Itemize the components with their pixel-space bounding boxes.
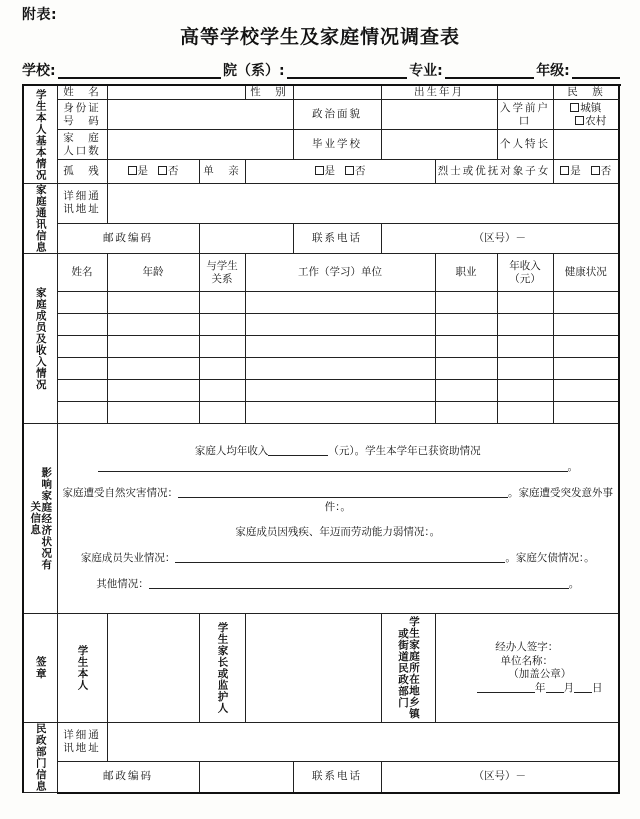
label-civil-affairs-dept xyxy=(381,614,435,723)
official-seal-label: （加盖公章） xyxy=(508,667,572,680)
student-basic-row-1 xyxy=(23,85,619,100)
economic-disability-label: 家庭成员因残疾、年迈而劳动能力弱情况： xyxy=(235,525,430,538)
economic-unemployment-label: 家庭成员失业情况： xyxy=(80,551,176,564)
signature-day-input[interactable] xyxy=(574,681,592,693)
field-single-parent[interactable] xyxy=(245,160,435,184)
label-civil-address: 详细通讯地址 xyxy=(57,723,107,762)
checkbox-single-parent-yes[interactable] xyxy=(315,165,336,178)
label-birth: 出生年月 xyxy=(381,85,497,100)
checkbox-single-parent-no-label: 否 xyxy=(355,165,366,178)
school-label: 学校: xyxy=(22,63,56,79)
economic-line-disaster xyxy=(60,486,617,513)
checkbox-orphan-no-label: 否 xyxy=(168,165,179,178)
checkbox-hukou-rural-label: 农村 xyxy=(585,114,607,127)
cell-member-relation[interactable] xyxy=(199,402,245,424)
column-header-member-relation: 与学生关系 xyxy=(199,254,245,292)
checkbox-icon[interactable] xyxy=(591,166,600,175)
section-label-economic-text: 影响家庭经济状况有关信息 xyxy=(29,466,53,571)
section-label-signature xyxy=(23,614,57,723)
cell-member-income[interactable] xyxy=(497,292,553,314)
cell-member-income[interactable] xyxy=(497,336,553,358)
grade-label: 年级: xyxy=(536,63,570,79)
unit-name-label: 单位名称： xyxy=(500,654,553,667)
student-basic-row-3 xyxy=(23,130,619,160)
cell-member-workplace[interactable] xyxy=(245,402,435,424)
cell-member-relation[interactable] xyxy=(199,314,245,336)
table-row xyxy=(23,314,619,336)
field-guardian-signature[interactable] xyxy=(245,614,381,723)
cell-member-name[interactable] xyxy=(57,314,107,336)
cell-member-relation[interactable] xyxy=(199,380,245,402)
label-family-phone: 联系电话 xyxy=(293,223,381,253)
cell-member-age[interactable] xyxy=(107,358,199,380)
economic-info-row xyxy=(23,424,619,614)
label-id-number: 身份证号 码 xyxy=(57,100,107,130)
spacer xyxy=(60,567,617,577)
label-political-status: 政治面貌 xyxy=(293,100,381,130)
spacer xyxy=(60,476,617,486)
cell-member-occupation[interactable] xyxy=(435,402,497,424)
economic-accident-label: 。家庭遭受突发意外事件： xyxy=(324,487,613,513)
cell-member-health[interactable] xyxy=(553,358,619,380)
field-gender[interactable] xyxy=(293,85,381,100)
field-id-number[interactable] xyxy=(107,100,293,130)
economic-line-other xyxy=(60,577,617,591)
handler-signature-label: 经办人签字： xyxy=(495,641,559,654)
signature-month-input[interactable] xyxy=(546,681,564,693)
field-personal-specialty[interactable] xyxy=(553,130,619,160)
label-civil-affairs-dept-text: 学生家庭所在地乡镇或街道民政部门 xyxy=(397,616,421,720)
economic-debt-label: 。家庭欠债情况： xyxy=(505,551,585,564)
economic-accident-period: 。 xyxy=(340,500,351,513)
cell-member-relation[interactable] xyxy=(199,358,245,380)
cell-member-age[interactable] xyxy=(107,292,199,314)
column-header-member-age: 年龄 xyxy=(107,254,199,292)
label-family-size: 家 庭人口数 xyxy=(57,130,107,160)
economic-avg-income-label: 家庭人均年收入 xyxy=(194,445,269,458)
checkbox-martyr-no-label: 否 xyxy=(600,165,612,178)
label-family-postcode: 邮政编码 xyxy=(57,223,199,253)
field-civil-phone[interactable] xyxy=(381,761,619,792)
page-title: 高等学校学生及家庭情况调查表 xyxy=(179,26,460,48)
cell-member-age[interactable] xyxy=(107,402,199,424)
department-input[interactable] xyxy=(287,63,408,79)
label-ethnicity: 民 族 xyxy=(553,85,619,100)
checkbox-single-parent-no[interactable] xyxy=(345,165,366,178)
column-header-member-workplace: 工作（学习）单位 xyxy=(245,254,435,292)
cell-member-health[interactable] xyxy=(553,402,619,424)
cell-member-relation[interactable] xyxy=(199,336,245,358)
civil-phone-area-prefix: （区号）－ xyxy=(473,770,526,783)
cell-member-age[interactable] xyxy=(107,336,199,358)
major-label: 专业: xyxy=(409,63,443,79)
cell-member-occupation[interactable] xyxy=(435,358,497,380)
field-name[interactable] xyxy=(107,85,245,100)
economic-line-income xyxy=(60,444,617,458)
economic-line-unemployment xyxy=(60,551,617,565)
field-orphan[interactable] xyxy=(107,160,199,184)
field-civil-postcode[interactable] xyxy=(199,761,293,792)
table-row xyxy=(23,358,619,380)
cell-member-health[interactable] xyxy=(553,380,619,402)
section-label-civil-affairs-text: 民政部门信息 xyxy=(34,723,47,793)
table-row xyxy=(23,380,619,402)
label-graduated-school: 毕业学校 xyxy=(293,130,381,160)
checkbox-icon[interactable] xyxy=(570,103,579,112)
signature-year-label: 年 xyxy=(535,681,546,694)
cell-member-workplace[interactable] xyxy=(245,380,435,402)
field-hukou[interactable] xyxy=(553,100,619,130)
cell-member-age[interactable] xyxy=(107,380,199,402)
section-label-signature-text: 签章 xyxy=(34,656,47,681)
cell-member-occupation[interactable] xyxy=(435,292,497,314)
checkbox-icon[interactable] xyxy=(560,166,569,175)
cell-member-name[interactable] xyxy=(57,292,107,314)
label-guardian xyxy=(199,614,245,723)
identity-line xyxy=(22,58,622,80)
cell-member-name[interactable] xyxy=(57,336,107,358)
cell-member-workplace[interactable] xyxy=(245,292,435,314)
label-student-self-text: 学生本人 xyxy=(76,645,89,692)
family-members-header-row xyxy=(23,254,619,292)
checkbox-hukou-urban[interactable] xyxy=(570,102,601,115)
cell-member-occupation[interactable] xyxy=(435,336,497,358)
survey-table xyxy=(22,84,620,794)
economic-other-input[interactable] xyxy=(149,577,569,589)
checkbox-martyr-yes-label: 是 xyxy=(570,165,581,178)
cell-member-workplace[interactable] xyxy=(245,314,435,336)
family-contact-row-2 xyxy=(23,223,619,253)
economic-info-body xyxy=(57,424,619,614)
table-row xyxy=(23,292,619,314)
cell-member-occupation[interactable] xyxy=(435,314,497,336)
economic-other-label: 其他情况： xyxy=(96,577,149,590)
handler-signature-line[interactable] xyxy=(438,641,617,654)
signature-row xyxy=(23,614,619,723)
student-basic-row-4 xyxy=(23,160,619,184)
spacer xyxy=(60,541,617,551)
cell-member-income[interactable] xyxy=(497,402,553,424)
economic-aid-label: （元）。学生本学年已获资助情况 xyxy=(328,445,481,458)
field-graduated-school[interactable] xyxy=(381,130,497,160)
label-martyr-child: 烈士或优抚对象子女 xyxy=(435,160,553,184)
economic-debt-period: 。 xyxy=(584,551,595,564)
school-input[interactable] xyxy=(58,63,221,79)
spacer xyxy=(60,516,617,526)
section-label-student-basic-text: 学生本人基本情况 xyxy=(34,88,47,181)
economic-other-period: 。 xyxy=(568,577,580,590)
economic-line-aid-blank xyxy=(60,460,617,474)
economic-unemployment-input[interactable] xyxy=(175,551,505,563)
field-family-phone[interactable] xyxy=(381,223,619,253)
checkbox-icon[interactable] xyxy=(345,166,354,175)
field-official-signature-block xyxy=(435,614,619,723)
cell-member-name[interactable] xyxy=(57,380,107,402)
economic-aid-input[interactable] xyxy=(98,460,568,472)
label-hukou: 入学前户 口 xyxy=(497,100,553,130)
student-basic-row-2 xyxy=(23,100,619,130)
economic-disaster-label: 家庭遭受自然灾害情况： xyxy=(62,487,178,500)
economic-disaster-input[interactable] xyxy=(178,486,508,498)
cell-member-health[interactable] xyxy=(553,336,619,358)
section-label-economic xyxy=(23,424,57,614)
economic-disability-period: 。 xyxy=(429,525,441,538)
checkbox-hukou-rural[interactable] xyxy=(575,115,606,128)
family-phone-area-prefix: （区号）－ xyxy=(473,231,526,244)
cell-member-name[interactable] xyxy=(57,402,107,424)
label-civil-phone: 联系电话 xyxy=(293,761,381,792)
section-label-student-basic xyxy=(23,85,57,184)
section-label-family-members-text: 家庭成员及收入情况 xyxy=(34,286,47,391)
label-single-parent: 单 亲 xyxy=(199,160,245,184)
economic-avg-income-input[interactable] xyxy=(268,444,328,456)
label-orphan: 孤 残 xyxy=(57,160,107,184)
checkbox-single-parent-yes-label: 是 xyxy=(324,165,335,178)
section-label-family-members xyxy=(23,254,57,424)
label-civil-postcode: 邮政编码 xyxy=(57,761,199,792)
checkbox-martyr-yes[interactable] xyxy=(560,165,581,178)
section-label-family-contact-text: 家庭通讯信息 xyxy=(34,184,47,254)
checkbox-icon[interactable] xyxy=(315,166,324,175)
label-guardian-text: 学生家长或监护人 xyxy=(216,622,229,715)
unit-name-line[interactable] xyxy=(438,655,617,668)
official-seal-note xyxy=(438,668,617,681)
cell-member-workplace[interactable] xyxy=(245,336,435,358)
family-contact-row-1 xyxy=(23,184,619,224)
cell-member-occupation[interactable] xyxy=(435,380,497,402)
column-header-member-occupation: 职业 xyxy=(435,254,497,292)
label-name: 姓 名 xyxy=(57,85,107,100)
column-header-member-name: 姓名 xyxy=(57,254,107,292)
field-student-self-signature[interactable] xyxy=(107,614,199,723)
checkbox-icon[interactable] xyxy=(575,116,584,125)
signature-day-label: 日 xyxy=(592,681,603,694)
column-header-member-income: 年收入（元） xyxy=(497,254,553,292)
field-family-postcode[interactable] xyxy=(199,223,293,253)
label-personal-specialty: 个人特长 xyxy=(497,130,553,160)
column-header-member-health: 健康状况 xyxy=(553,254,619,292)
checkbox-martyr-no[interactable] xyxy=(591,165,612,178)
checkbox-hukou-urban-label: 城镇 xyxy=(580,101,602,114)
section-label-family-contact xyxy=(23,184,57,254)
label-gender: 性 别 xyxy=(245,85,293,100)
label-family-address: 详细通讯地址 xyxy=(57,184,107,224)
cell-member-age[interactable] xyxy=(107,314,199,336)
cell-member-workplace[interactable] xyxy=(245,358,435,380)
label-student-self xyxy=(57,614,107,723)
signature-year-input[interactable] xyxy=(477,681,535,693)
cell-member-health[interactable] xyxy=(553,292,619,314)
field-political-status[interactable] xyxy=(381,100,497,130)
signature-date-line xyxy=(438,681,617,695)
signature-month-label: 月 xyxy=(563,681,574,694)
attachment-label: 附表: xyxy=(22,7,58,23)
cell-member-income[interactable] xyxy=(497,380,553,402)
department-label: 院（系）: xyxy=(222,63,285,79)
field-family-size[interactable] xyxy=(107,130,293,160)
civil-affairs-row-1 xyxy=(23,723,619,762)
checkbox-icon[interactable] xyxy=(158,166,167,175)
major-input[interactable] xyxy=(445,63,534,79)
checkbox-orphan-yes[interactable] xyxy=(128,165,149,178)
cell-member-relation[interactable] xyxy=(199,292,245,314)
field-civil-address[interactable] xyxy=(107,723,619,762)
checkbox-orphan-no[interactable] xyxy=(158,165,179,178)
field-birth[interactable] xyxy=(497,85,553,100)
grade-input[interactable] xyxy=(572,63,620,79)
cell-member-health[interactable] xyxy=(553,314,619,336)
field-family-address[interactable] xyxy=(107,184,619,224)
table-row xyxy=(23,336,619,358)
section-label-civil-affairs xyxy=(23,723,57,793)
cell-member-income[interactable] xyxy=(497,314,553,336)
table-row xyxy=(23,402,619,424)
civil-affairs-row-2 xyxy=(23,761,619,792)
cell-member-income[interactable] xyxy=(497,358,553,380)
cell-member-name[interactable] xyxy=(57,358,107,380)
field-martyr-child[interactable] xyxy=(553,160,619,184)
economic-line-disability xyxy=(60,526,617,539)
economic-aid-period: 。 xyxy=(567,461,578,474)
checkbox-icon[interactable] xyxy=(128,166,137,175)
checkbox-orphan-yes-label: 是 xyxy=(137,165,148,178)
